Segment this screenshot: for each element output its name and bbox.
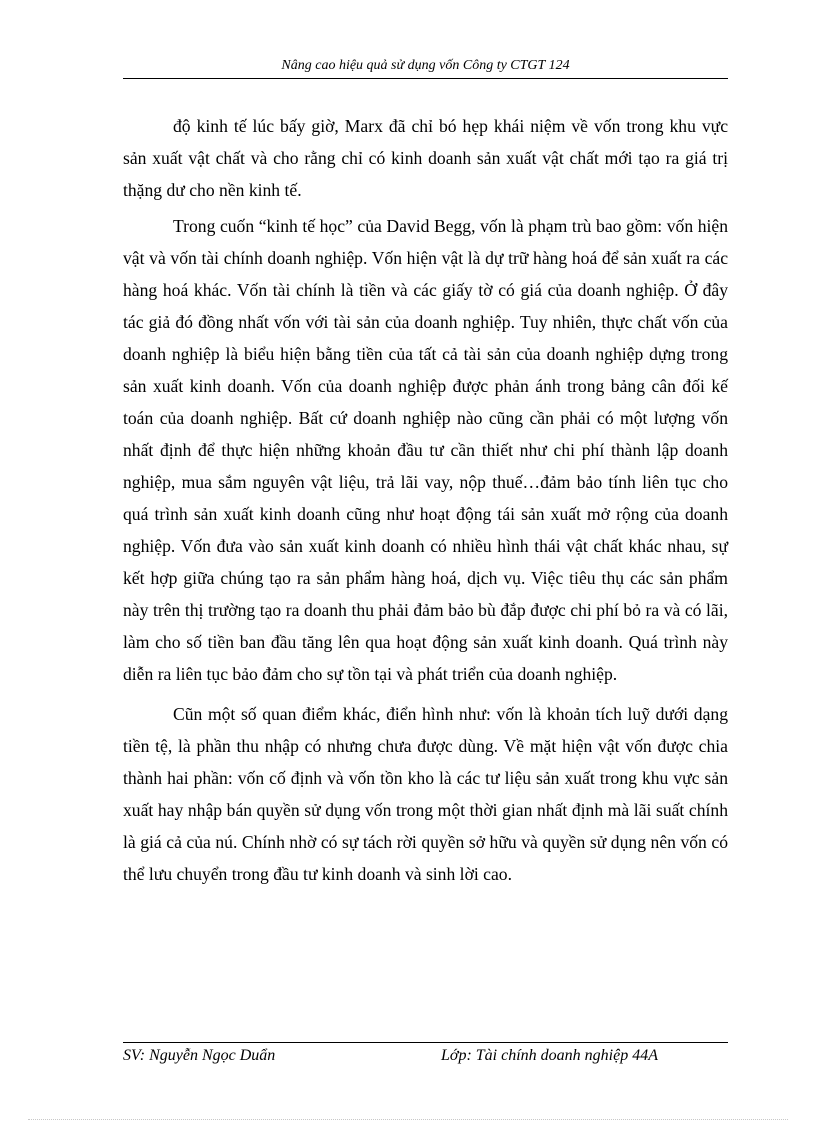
page-header [123,54,728,79]
page-edge-divider [28,1119,788,1120]
footer-divider [123,1042,728,1043]
paragraph-3: Cũn một số quan điểm khác, điển hình như: vốn là khoản tích luỹ dưới dạng tiền tệ, là phần thu nhập có nhưng chưa được dùng. Về mặt hiện vật vốn được chia thành hai phần: vốn cố định và vốn tồn kho là các tư liệu sản xuất trong khu vực sản xuất hay nhập bán quyền sử dụng vốn trong một thời gian nhất định mà lãi suất chính là giá cả của nú. Chính nhờ có sự tách rời quyền sở hữu và quyền sử dụng nên vốn có thể lưu chuyển trong đầu tư kinh doanh và sinh lời cao. [123,704,728,884]
paragraph-1: độ kinh tế lúc bấy giờ, Marx đã chỉ bó hẹp khái niệm về vốn trong khu vực sản xuất vật chất và cho rằng chỉ có kinh doanh sản xuất vật chất mới tạo ra giá trị thặng dư cho nền kinh tế. [123,116,728,200]
header-title: Nâng cao hiệu quả sử dụng vốn Công ty CTGT 124 [281,58,570,73]
footer-class: Lớp: Tài chính doanh nghiệp 44A [441,1047,658,1064]
footer-student: SV: Nguyễn Ngọc Duẩn [123,1047,276,1064]
paragraph-2: Trong cuốn “kinh tế học” của David Begg, vốn là phạm trù bao gồm: vốn hiện vật và vốn tài chính doanh nghiệp. Vốn hiện vật là dự trữ hàng hoá để sản xuất ra các hàng hoá khác. Vốn tài chính là tiền và các giấy tờ có giá của doanh nghiệp. Ở đây tác giả đó đồng nhất vốn với tài sản của doanh nghiệp. Tuy nhiên, thực chất vốn của doanh nghiệp là biểu hiện bằng tiền của tất cả tài sản của doanh nghiệp dựng trong sản xuất kinh doanh. Vốn của doanh nghiệp được phản ánh trong bảng cân đối kế toán của doanh nghiệp. Bất cứ doanh nghiệp nào cũng cần phải có một lượng vốn nhất định để thực hiện những khoản đầu tư cần thiết như chi phí thành lập doanh nghiệp, mua sắm nguyên vật liệu, trả lãi vay, nộp thuế…đảm bảo tính liên tục cho quá trình sản xuất kinh doanh cũng như hoạt động tái sản xuất mở rộng của doanh nghiệp. Vốn đưa vào sản xuất kinh doanh có nhiều hình thái vật chất khác nhau, sự kết hợp giữa chúng tạo ra sản phẩm hàng hoá, dịch vụ. Việc tiêu thụ các sản phẩm này trên thị trường tạo ra doanh thu phải đảm bảo bù đắp được chi phí bỏ ra và có lãi, làm cho số tiền ban đầu tăng lên qua hoạt động sản xuất kinh doanh. Quá trình này diễn ra liên tục bảo đảm cho sự tồn tại và phát triển của doanh nghiệp. [123,216,728,684]
body-text [123,110,728,890]
